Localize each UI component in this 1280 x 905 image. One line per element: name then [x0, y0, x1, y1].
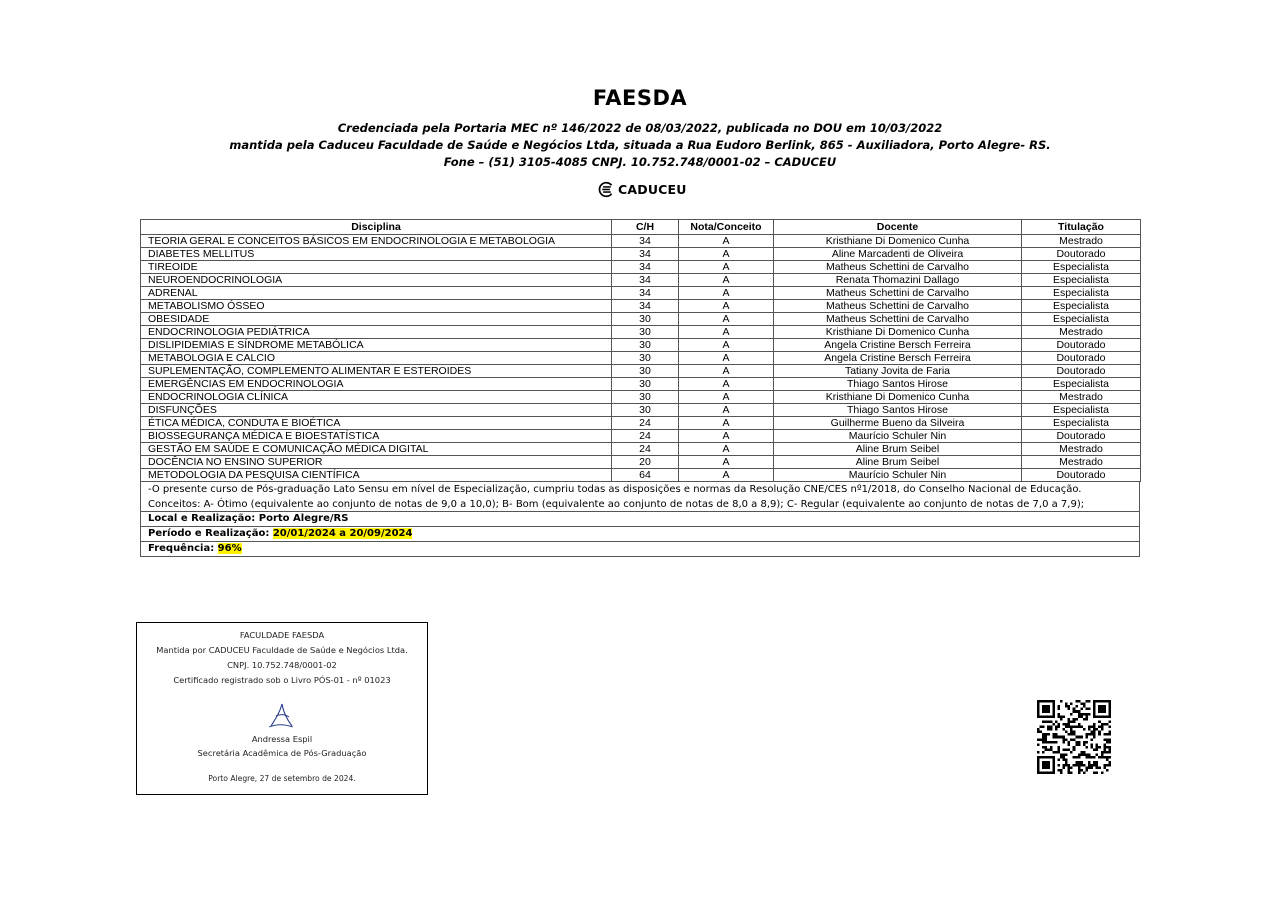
cell-ch: 30 [612, 404, 679, 417]
accreditation-line: Credenciada pela Portaria MEC nº 146/2022 de 08/03/2022, publicada no DOU em 10/03/2022 [337, 121, 943, 135]
period-row [140, 527, 1140, 542]
cell-docente: Thiago Santos Hirose [774, 378, 1022, 391]
cell-docente: Kristhiane Di Domenico Cunha [774, 235, 1022, 248]
cell-ch: 34 [612, 287, 679, 300]
cell-disciplina: ENDOCRINOLOGIA PEDIÁTRICA [141, 326, 612, 339]
cell-ch: 20 [612, 456, 679, 469]
table-row [141, 261, 1141, 274]
signer-role: Secretária Acadêmica de Pós-Graduação [197, 748, 367, 758]
col-header-titulacao: Titulação [1022, 220, 1141, 235]
cell-nota: A [679, 456, 774, 469]
table-row [141, 378, 1141, 391]
cell-disciplina: OBESIDADE [141, 313, 612, 326]
cell-disciplina: DOCÊNCIA NO ENSINO SUPERIOR [141, 456, 612, 469]
cell-ch: 30 [612, 313, 679, 326]
cell-disciplina: TEORIA GERAL E CONCEITOS BÁSICOS EM ENDOCRINOLOGIA E METABOLOGIA [141, 235, 612, 248]
cell-nota: A [679, 378, 774, 391]
grade-concepts-note: Conceitos: A- Ótimo (equivalente ao conjunto de notas de 9,0 a 10,0); B- Bom (equivalente ao conjunto de notas de 8,0 a 8,9); C- Regular (equivalente ao conjunto de notas de 7,0 a 7,9); [148, 499, 1085, 510]
cell-titulacao: Doutorado [1022, 430, 1141, 443]
cell-disciplina: METABOLISMO ÓSSEO [141, 300, 612, 313]
cell-titulacao: Mestrado [1022, 391, 1141, 404]
location-row [140, 512, 1140, 527]
table-row [141, 274, 1141, 287]
table-row [141, 339, 1141, 352]
cell-nota: A [679, 248, 774, 261]
cell-titulacao: Especialista [1022, 274, 1141, 287]
registry-maintainer: Mantida por CADUCEU Faculdade de Saúde e Negócios Ltda. [156, 645, 408, 655]
maintainer-line: mantida pela Caduceu Faculdade de Saúde e Negócios Ltda, situada a Rua Eudoro Berlink, 865 - Auxiliadora, Porto Alegre- RS. [229, 138, 1051, 152]
cell-nota: A [679, 391, 774, 404]
cell-nota: A [679, 404, 774, 417]
cell-ch: 24 [612, 417, 679, 430]
cell-ch: 34 [612, 274, 679, 287]
registry-cnpj: CNPJ. 10.752.748/0001-02 [227, 660, 337, 670]
cell-nota: A [679, 313, 774, 326]
frequency-label: Frequência: [148, 543, 215, 554]
qr-code-icon [1037, 700, 1111, 774]
cell-ch: 24 [612, 443, 679, 456]
caduceu-logo [598, 180, 687, 198]
cell-disciplina: TIREOIDE [141, 261, 612, 274]
cell-disciplina: EMERGÊNCIAS EM ENDOCRINOLOGIA [141, 378, 612, 391]
cell-nota: A [679, 365, 774, 378]
table-row [141, 235, 1141, 248]
cell-ch: 30 [612, 365, 679, 378]
cell-ch: 30 [612, 378, 679, 391]
cell-disciplina: NEUROENDOCRINOLOGIA [141, 274, 612, 287]
cell-titulacao: Especialista [1022, 404, 1141, 417]
cell-docente: Kristhiane Di Domenico Cunha [774, 326, 1022, 339]
period-label: Período e Realização: [148, 528, 270, 539]
col-header-disciplina: Disciplina [141, 220, 612, 235]
cell-titulacao: Especialista [1022, 378, 1141, 391]
location-label: Local e Realização: Porto Alegre/RS [148, 513, 349, 524]
cell-disciplina: METODOLOGIA DA PESQUISA CIENTÍFICA [141, 469, 612, 482]
cell-docente: Aline Marcadenti de Oliveira [774, 248, 1022, 261]
institution-title: FAESDA [592, 86, 688, 110]
table-row [141, 469, 1141, 482]
cell-docente: Matheus Schettini de Carvalho [774, 261, 1022, 274]
cell-titulacao: Doutorado [1022, 469, 1141, 482]
cell-ch: 30 [612, 352, 679, 365]
cell-disciplina: ADRENAL [141, 287, 612, 300]
cell-ch: 30 [612, 391, 679, 404]
cell-disciplina: BIOSSEGURANÇA MÉDICA E BIOESTATÍSTICA [141, 430, 612, 443]
registry-faculty: FACULDADE FAESDA [239, 630, 325, 640]
cell-nota: A [679, 417, 774, 430]
table-row [141, 417, 1141, 430]
table-header-row [141, 220, 1141, 235]
cell-docente: Aline Brum Seibel [774, 443, 1022, 456]
table-row [141, 326, 1141, 339]
cell-docente: Maurício Schuler Nin [774, 469, 1022, 482]
period-value: 20/01/2024 a 20/09/2024 [272, 528, 413, 539]
cell-ch: 30 [612, 326, 679, 339]
cell-docente: Kristhiane Di Domenico Cunha [774, 391, 1022, 404]
registry-book: Certificado registrado sob o Livro PÓS-01 - nº 01023 [173, 675, 391, 685]
cell-disciplina: DISLIPIDEMIAS E SÍNDROME METABÓLICA [141, 339, 612, 352]
cell-titulacao: Mestrado [1022, 326, 1141, 339]
cell-titulacao: Especialista [1022, 261, 1141, 274]
cell-docente: Thiago Santos Hirose [774, 404, 1022, 417]
cell-nota: A [679, 300, 774, 313]
cell-docente: Maurício Schuler Nin [774, 430, 1022, 443]
col-header-ch: C/H [612, 220, 679, 235]
cell-disciplina: GESTÃO EM SAÚDE E COMUNICAÇÃO MÉDICA DIGITAL [141, 443, 612, 456]
signature-icon [268, 702, 294, 730]
caduceu-logo-icon [598, 181, 615, 198]
cell-disciplina: SUPLEMENTAÇÃO, COMPLEMENTO ALIMENTAR E ESTEROIDES [141, 365, 612, 378]
cell-docente: Aline Brum Seibel [774, 456, 1022, 469]
table-row [141, 248, 1141, 261]
table-row [141, 287, 1141, 300]
table-row [141, 352, 1141, 365]
cell-nota: A [679, 235, 774, 248]
signer-name: Andressa Espil [251, 734, 313, 744]
cell-nota: A [679, 339, 774, 352]
table-row [141, 300, 1141, 313]
cell-disciplina: METABOLOGIA E CALCIO [141, 352, 612, 365]
cell-titulacao: Doutorado [1022, 248, 1141, 261]
table-row [141, 391, 1141, 404]
cell-nota: A [679, 352, 774, 365]
cell-disciplina: ENDOCRINOLOGIA CLÍNICA [141, 391, 612, 404]
cell-nota: A [679, 326, 774, 339]
table-row [141, 313, 1141, 326]
cell-titulacao: Doutorado [1022, 352, 1141, 365]
resolution-notes [140, 482, 1140, 512]
cell-ch: 34 [612, 248, 679, 261]
cell-ch: 30 [612, 339, 679, 352]
cell-titulacao: Mestrado [1022, 235, 1141, 248]
frequency-value: 96% [217, 543, 242, 554]
table-row [141, 443, 1141, 456]
cell-nota: A [679, 274, 774, 287]
frequency-row [140, 542, 1140, 557]
cell-docente: Renata Thomazini Dallago [774, 274, 1022, 287]
cell-ch: 34 [612, 235, 679, 248]
cell-ch: 34 [612, 300, 679, 313]
cell-docente: Angela Cristine Bersch Ferreira [774, 352, 1022, 365]
table-row [141, 404, 1141, 417]
place-date: Porto Alegre, 27 de setembro de 2024. [208, 774, 356, 783]
cell-docente: Matheus Schettini de Carvalho [774, 313, 1022, 326]
cell-docente: Matheus Schettini de Carvalho [774, 287, 1022, 300]
cell-titulacao: Especialista [1022, 313, 1141, 326]
cell-nota: A [679, 469, 774, 482]
cell-disciplina: DISFUNÇÕES [141, 404, 612, 417]
cell-nota: A [679, 261, 774, 274]
cell-docente: Matheus Schettini de Carvalho [774, 300, 1022, 313]
cell-disciplina: ÉTICA MÉDICA, CONDUTA E BIOÉTICA [141, 417, 612, 430]
table-row [141, 456, 1141, 469]
cell-docente: Guilherme Bueno da Silveira [774, 417, 1022, 430]
cell-ch: 24 [612, 430, 679, 443]
cell-titulacao: Doutorado [1022, 339, 1141, 352]
col-header-docente: Docente [774, 220, 1022, 235]
cell-titulacao: Especialista [1022, 300, 1141, 313]
resolution-note: -O presente curso de Pós-graduação Lato Sensu em nível de Especialização, cumpriu todas as disposições e normas da Resolução CNE/CES nº1/2018, do Conselho Nacional de Educação. [148, 484, 1082, 495]
contact-line: Fone – (51) 3105-4085 CNPJ. 10.752.748/0001-02 – CADUCEU [443, 155, 837, 169]
cell-nota: A [679, 430, 774, 443]
cell-titulacao: Doutorado [1022, 365, 1141, 378]
cell-ch: 34 [612, 261, 679, 274]
table-row [141, 365, 1141, 378]
table-row [141, 430, 1141, 443]
caduceu-logo-text: CADUCEU [618, 181, 687, 197]
cell-titulacao: Mestrado [1022, 456, 1141, 469]
cell-nota: A [679, 443, 774, 456]
cell-titulacao: Especialista [1022, 287, 1141, 300]
cell-titulacao: Especialista [1022, 417, 1141, 430]
cell-disciplina: DIABETES MELLITUS [141, 248, 612, 261]
col-header-nota: Nota/Conceito [679, 220, 774, 235]
grades-table [140, 219, 1141, 482]
cell-ch: 64 [612, 469, 679, 482]
cell-docente: Angela Cristine Bersch Ferreira [774, 339, 1022, 352]
cell-nota: A [679, 287, 774, 300]
cell-titulacao: Mestrado [1022, 443, 1141, 456]
cell-docente: Tatiany Jovita de Faria [774, 365, 1022, 378]
